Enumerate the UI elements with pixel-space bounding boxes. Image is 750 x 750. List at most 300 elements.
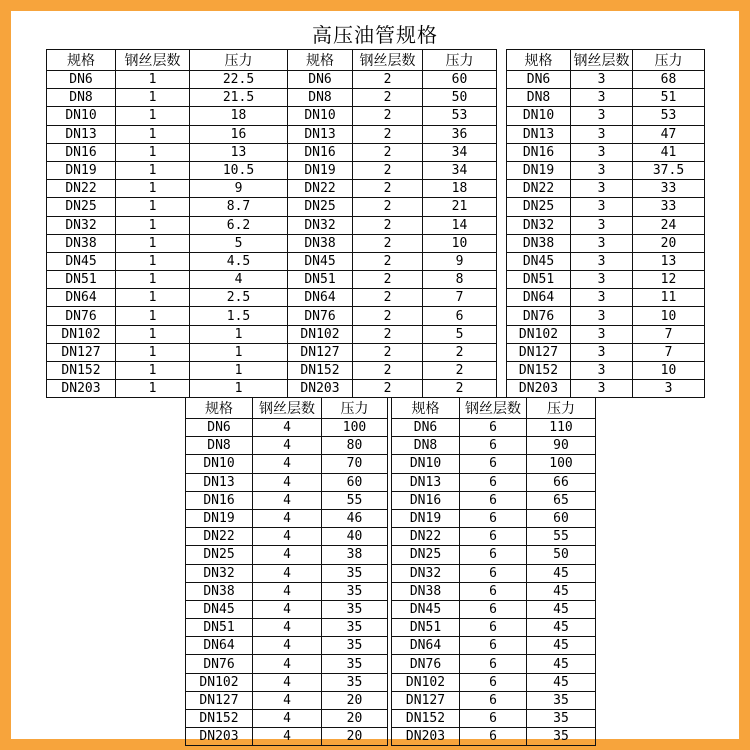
cell-pressure: 35 (322, 564, 388, 582)
cell-layers: 3 (571, 198, 633, 216)
table-row (186, 509, 388, 527)
cell-spec: DN76 (288, 307, 353, 325)
cell-spec: DN32 (186, 564, 253, 582)
cell-spec: DN13 (392, 473, 460, 491)
cell-pressure: 37.5 (633, 161, 705, 179)
cell-pressure: 33 (633, 180, 705, 198)
cell-pressure: 2 (423, 362, 497, 380)
cell-layers: 6 (460, 691, 527, 709)
cell-layers: 3 (571, 289, 633, 307)
cell-pressure: 50 (527, 546, 596, 564)
table-row (288, 125, 497, 143)
table-row (392, 564, 596, 582)
table-row (392, 619, 596, 637)
cell-pressure: 60 (322, 473, 388, 491)
cell-layers: 4 (253, 728, 322, 746)
cell-pressure: 2.5 (190, 289, 288, 307)
cell-layers: 4 (253, 546, 322, 564)
cell-pressure: 10 (423, 234, 497, 252)
cell-layers: 2 (353, 307, 423, 325)
spec-table-1-layer (46, 49, 288, 398)
cell-pressure: 40 (322, 528, 388, 546)
cell-spec: DN6 (392, 419, 460, 437)
cell-pressure: 20 (322, 691, 388, 709)
cell-layers: 2 (353, 216, 423, 234)
cell-pressure: 5 (190, 234, 288, 252)
cell-pressure: 1.5 (190, 307, 288, 325)
table-row (288, 71, 497, 89)
cell-pressure: 45 (527, 582, 596, 600)
header-spec: 规格 (392, 398, 460, 419)
cell-pressure: 1 (190, 343, 288, 361)
cell-layers: 4 (253, 437, 322, 455)
cell-spec: DN127 (47, 343, 116, 361)
cell-layers: 1 (116, 216, 190, 234)
table-row (507, 252, 705, 270)
table-row (47, 71, 288, 89)
cell-layers: 2 (353, 143, 423, 161)
cell-spec: DN45 (507, 252, 571, 270)
cell-spec: DN203 (507, 380, 571, 398)
cell-pressure: 9 (423, 252, 497, 270)
spec-table-6-layer (391, 397, 596, 746)
table-row (288, 343, 497, 361)
table-body (186, 419, 388, 746)
table-row (392, 600, 596, 618)
cell-pressure: 70 (322, 455, 388, 473)
cell-spec: DN8 (507, 89, 571, 107)
cell-layers: 2 (353, 161, 423, 179)
header-spec: 规格 (47, 50, 116, 71)
cell-layers: 1 (116, 89, 190, 107)
cell-pressure: 36 (423, 125, 497, 143)
cell-layers: 6 (460, 673, 527, 691)
cell-layers: 2 (353, 180, 423, 198)
document-page (11, 11, 739, 745)
cell-pressure: 55 (322, 491, 388, 509)
table-row (186, 437, 388, 455)
cell-spec: DN25 (507, 198, 571, 216)
table-row (288, 234, 497, 252)
table-body (288, 71, 497, 398)
cell-layers: 4 (253, 691, 322, 709)
cell-layers: 3 (571, 307, 633, 325)
cell-spec: DN19 (288, 161, 353, 179)
table-header-row (47, 50, 288, 71)
table-body (507, 71, 705, 398)
table-row (288, 252, 497, 270)
table-row (186, 455, 388, 473)
cell-layers: 1 (116, 252, 190, 270)
cell-pressure: 45 (527, 637, 596, 655)
cell-spec: DN22 (507, 180, 571, 198)
cell-pressure: 47 (633, 125, 705, 143)
table-row (186, 710, 388, 728)
header-pressure: 压力 (527, 398, 596, 419)
table-row (288, 325, 497, 343)
table-row (47, 125, 288, 143)
cell-pressure: 9 (190, 180, 288, 198)
table-row (507, 289, 705, 307)
cell-spec: DN22 (392, 528, 460, 546)
cell-pressure: 35 (527, 710, 596, 728)
cell-spec: DN127 (507, 343, 571, 361)
cell-layers: 2 (353, 362, 423, 380)
cell-spec: DN32 (507, 216, 571, 234)
cell-pressure: 10 (633, 307, 705, 325)
cell-pressure: 45 (527, 600, 596, 618)
cell-spec: DN152 (47, 362, 116, 380)
table-row (288, 362, 497, 380)
table-row (392, 528, 596, 546)
cell-spec: DN38 (392, 582, 460, 600)
cell-spec: DN6 (47, 71, 116, 89)
table-row (47, 271, 288, 289)
cell-spec: DN19 (392, 509, 460, 527)
table-row (186, 582, 388, 600)
cell-pressure: 10.5 (190, 161, 288, 179)
table-row (47, 89, 288, 107)
table-row (507, 307, 705, 325)
table-row (392, 673, 596, 691)
cell-spec: DN203 (186, 728, 253, 746)
table-row (392, 473, 596, 491)
cell-pressure: 35 (527, 728, 596, 746)
cell-spec: DN22 (186, 528, 253, 546)
table-row (507, 198, 705, 216)
cell-layers: 1 (116, 307, 190, 325)
cell-spec: DN25 (392, 546, 460, 564)
header-layers: 钢丝层数 (571, 50, 633, 71)
cell-pressure: 100 (527, 455, 596, 473)
cell-layers: 3 (571, 107, 633, 125)
table-row (47, 180, 288, 198)
cell-pressure: 53 (423, 107, 497, 125)
cell-pressure: 41 (633, 143, 705, 161)
cell-layers: 3 (571, 380, 633, 398)
cell-layers: 4 (253, 473, 322, 491)
cell-spec: DN203 (288, 380, 353, 398)
cell-spec: DN16 (186, 491, 253, 509)
table-row (186, 673, 388, 691)
cell-spec: DN25 (288, 198, 353, 216)
cell-layers: 6 (460, 564, 527, 582)
table-row (288, 89, 497, 107)
cell-pressure: 8.7 (190, 198, 288, 216)
cell-pressure: 35 (527, 691, 596, 709)
table-row (507, 107, 705, 125)
header-layers: 钢丝层数 (116, 50, 190, 71)
cell-pressure: 21.5 (190, 89, 288, 107)
cell-pressure: 100 (322, 419, 388, 437)
table-row (186, 473, 388, 491)
cell-spec: DN152 (288, 362, 353, 380)
cell-spec: DN76 (392, 655, 460, 673)
cell-spec: DN32 (392, 564, 460, 582)
cell-layers: 1 (116, 161, 190, 179)
cell-spec: DN127 (288, 343, 353, 361)
cell-layers: 1 (116, 271, 190, 289)
table-header-row (507, 50, 705, 71)
cell-pressure: 13 (190, 143, 288, 161)
cell-layers: 2 (353, 271, 423, 289)
cell-layers: 4 (253, 582, 322, 600)
cell-pressure: 8 (423, 271, 497, 289)
cell-layers: 6 (460, 528, 527, 546)
cell-spec: DN8 (288, 89, 353, 107)
header-pressure: 压力 (423, 50, 497, 71)
spec-table-2-layer (287, 49, 497, 398)
cell-pressure: 2 (423, 343, 497, 361)
cell-pressure: 16 (190, 125, 288, 143)
cell-layers: 1 (116, 143, 190, 161)
cell-layers: 6 (460, 509, 527, 527)
cell-spec: DN45 (392, 600, 460, 618)
cell-layers: 6 (460, 655, 527, 673)
cell-layers: 6 (460, 473, 527, 491)
cell-pressure: 1 (190, 380, 288, 398)
table-row (186, 546, 388, 564)
header-spec: 规格 (186, 398, 253, 419)
cell-pressure: 20 (633, 234, 705, 252)
table-row (186, 619, 388, 637)
cell-layers: 4 (253, 619, 322, 637)
cell-layers: 4 (253, 637, 322, 655)
table-row (47, 252, 288, 270)
cell-spec: DN13 (507, 125, 571, 143)
cell-pressure: 18 (190, 107, 288, 125)
cell-spec: DN6 (507, 71, 571, 89)
cell-spec: DN13 (47, 125, 116, 143)
table-row (507, 362, 705, 380)
cell-spec: DN8 (392, 437, 460, 455)
cell-spec: DN25 (186, 546, 253, 564)
cell-pressure: 46 (322, 509, 388, 527)
table-row (186, 600, 388, 618)
cell-pressure: 34 (423, 143, 497, 161)
cell-spec: DN51 (186, 619, 253, 637)
table-header-row (186, 398, 388, 419)
table-row (507, 325, 705, 343)
cell-pressure: 22.5 (190, 71, 288, 89)
cell-layers: 6 (460, 728, 527, 746)
cell-layers: 2 (353, 325, 423, 343)
table-row (507, 216, 705, 234)
cell-spec: DN51 (288, 271, 353, 289)
table-row (392, 582, 596, 600)
header-spec: 规格 (288, 50, 353, 71)
table-row (47, 107, 288, 125)
cell-spec: DN10 (507, 107, 571, 125)
cell-layers: 4 (253, 655, 322, 673)
cell-spec: DN64 (507, 289, 571, 307)
cell-layers: 1 (116, 234, 190, 252)
cell-layers: 3 (571, 252, 633, 270)
cell-layers: 2 (353, 343, 423, 361)
cell-layers: 4 (253, 491, 322, 509)
cell-spec: DN76 (47, 307, 116, 325)
cell-pressure: 60 (423, 71, 497, 89)
cell-spec: DN64 (392, 637, 460, 655)
cell-spec: DN22 (288, 180, 353, 198)
cell-spec: DN8 (186, 437, 253, 455)
cell-spec: DN203 (392, 728, 460, 746)
cell-spec: DN19 (186, 509, 253, 527)
cell-spec: DN76 (186, 655, 253, 673)
cell-layers: 2 (353, 289, 423, 307)
cell-pressure: 18 (423, 180, 497, 198)
cell-pressure: 110 (527, 419, 596, 437)
cell-layers: 1 (116, 71, 190, 89)
cell-layers: 3 (571, 71, 633, 89)
cell-pressure: 55 (527, 528, 596, 546)
cell-spec: DN64 (47, 289, 116, 307)
cell-pressure: 51 (633, 89, 705, 107)
table-row (392, 655, 596, 673)
cell-pressure: 45 (527, 655, 596, 673)
cell-layers: 2 (353, 89, 423, 107)
cell-spec: DN127 (186, 691, 253, 709)
cell-spec: DN102 (392, 673, 460, 691)
cell-layers: 6 (460, 437, 527, 455)
cell-spec: DN22 (47, 180, 116, 198)
cell-spec: DN51 (47, 271, 116, 289)
table-row (186, 564, 388, 582)
table-row (47, 307, 288, 325)
cell-pressure: 35 (322, 655, 388, 673)
cell-layers: 3 (571, 216, 633, 234)
cell-layers: 4 (253, 600, 322, 618)
cell-spec: DN19 (47, 161, 116, 179)
table-row (507, 271, 705, 289)
cell-layers: 1 (116, 107, 190, 125)
cell-spec: DN76 (507, 307, 571, 325)
cell-spec: DN64 (186, 637, 253, 655)
cell-pressure: 50 (423, 89, 497, 107)
table-row (47, 325, 288, 343)
cell-pressure: 35 (322, 582, 388, 600)
table-row (47, 362, 288, 380)
cell-spec: DN102 (507, 325, 571, 343)
cell-layers: 2 (353, 234, 423, 252)
cell-spec: DN16 (507, 143, 571, 161)
table-row (288, 271, 497, 289)
cell-pressure: 4 (190, 271, 288, 289)
cell-pressure: 35 (322, 637, 388, 655)
header-layers: 钢丝层数 (353, 50, 423, 71)
table-row (288, 161, 497, 179)
cell-layers: 4 (253, 673, 322, 691)
cell-layers: 6 (460, 546, 527, 564)
cell-pressure: 12 (633, 271, 705, 289)
document-title: 高压油管规格 (312, 23, 438, 47)
cell-pressure: 66 (527, 473, 596, 491)
cell-pressure: 10 (633, 362, 705, 380)
table-row (392, 437, 596, 455)
cell-layers: 6 (460, 455, 527, 473)
table-row (507, 161, 705, 179)
cell-spec: DN6 (288, 71, 353, 89)
cell-pressure: 7 (633, 343, 705, 361)
table-row (392, 728, 596, 746)
cell-spec: DN16 (392, 491, 460, 509)
cell-spec: DN38 (507, 234, 571, 252)
cell-layers: 2 (353, 198, 423, 216)
cell-pressure: 35 (322, 673, 388, 691)
cell-spec: DN16 (288, 143, 353, 161)
cell-pressure: 13 (633, 252, 705, 270)
table-row (507, 143, 705, 161)
cell-spec: DN6 (186, 419, 253, 437)
cell-layers: 3 (571, 89, 633, 107)
table-row (507, 71, 705, 89)
table-row (288, 216, 497, 234)
cell-spec: DN10 (392, 455, 460, 473)
cell-spec: DN152 (507, 362, 571, 380)
cell-spec: DN32 (47, 216, 116, 234)
cell-layers: 6 (460, 419, 527, 437)
table-row (47, 143, 288, 161)
table-row (507, 89, 705, 107)
table-row (47, 216, 288, 234)
table-row (392, 491, 596, 509)
cell-spec: DN64 (288, 289, 353, 307)
table-row (186, 691, 388, 709)
cell-pressure: 6 (423, 307, 497, 325)
cell-layers: 1 (116, 325, 190, 343)
table-row (47, 380, 288, 398)
table-row (392, 710, 596, 728)
table-header-row (392, 398, 596, 419)
cell-pressure: 4.5 (190, 252, 288, 270)
cell-pressure: 24 (633, 216, 705, 234)
cell-layers: 3 (571, 125, 633, 143)
cell-spec: DN127 (392, 691, 460, 709)
table-row (186, 491, 388, 509)
cell-pressure: 20 (322, 710, 388, 728)
cell-pressure: 45 (527, 619, 596, 637)
table-row (507, 125, 705, 143)
table-row (47, 198, 288, 216)
cell-layers: 1 (116, 343, 190, 361)
cell-spec: DN19 (507, 161, 571, 179)
table-row (507, 380, 705, 398)
cell-layers: 3 (571, 325, 633, 343)
cell-spec: DN203 (47, 380, 116, 398)
cell-spec: DN16 (47, 143, 116, 161)
cell-layers: 6 (460, 582, 527, 600)
table-row (186, 419, 388, 437)
table-row (186, 655, 388, 673)
table-row (47, 161, 288, 179)
header-layers: 钢丝层数 (253, 398, 322, 419)
table-row (47, 289, 288, 307)
cell-spec: DN13 (288, 125, 353, 143)
cell-layers: 3 (571, 343, 633, 361)
cell-spec: DN38 (186, 582, 253, 600)
cell-layers: 1 (116, 380, 190, 398)
cell-layers: 1 (116, 289, 190, 307)
cell-pressure: 20 (322, 728, 388, 746)
cell-layers: 3 (571, 180, 633, 198)
table-row (288, 289, 497, 307)
cell-pressure: 38 (322, 546, 388, 564)
table-row (392, 637, 596, 655)
table-row (186, 637, 388, 655)
cell-pressure: 80 (322, 437, 388, 455)
cell-spec: DN45 (186, 600, 253, 618)
cell-pressure: 34 (423, 161, 497, 179)
